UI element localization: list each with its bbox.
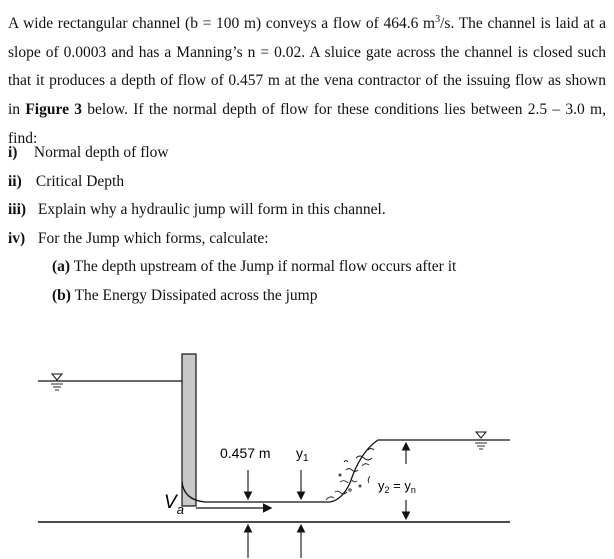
jump-turbulence (326, 449, 374, 501)
velocity-symbol: V (164, 492, 177, 513)
question-item (8, 225, 606, 254)
cubic-superscript: 3 (435, 14, 441, 25)
y2-subscript: 2 (384, 485, 390, 495)
figure-3-sluice-gate-diagram (0, 340, 614, 559)
intro-text-3: below. If the normal depth of flow for these conditions lies between 2.5 – 3.0 m, find: (8, 100, 606, 147)
intro-text-1: A wide rectangular channel (b = 100 m) conveys a flow of 464.6 m (8, 15, 436, 33)
question-text: Explain why a hydraulic jump will form in this channel. (37, 201, 386, 219)
question-number: iv) (8, 229, 26, 247)
question-number: i) (8, 144, 18, 161)
figure-reference: Figure 3 (25, 100, 82, 118)
upstream-water-level-icon (51, 374, 63, 390)
equals-yn: = y (389, 478, 411, 493)
question-item (8, 196, 606, 225)
problem-statement (8, 6, 606, 153)
subquestion-text: The depth upstream of the Jump if normal flow occurs after it (73, 258, 457, 276)
question-text: Critical Depth (35, 172, 125, 190)
y2-yn-label (378, 478, 416, 495)
y1-subscript: 1 (303, 453, 309, 464)
yn-subscript: n (410, 485, 416, 495)
y1-symbol: y (296, 445, 303, 461)
subquestion-text: The Energy Dissipated across the jump (74, 286, 318, 304)
question-text: Normal depth of flow (33, 144, 169, 161)
velocity-subscript: a (176, 502, 184, 517)
y1-label (296, 445, 309, 464)
vena-contracta-profile (182, 482, 330, 502)
question-text: For the Jump which forms, calculate: (37, 229, 269, 247)
question-number: ii) (8, 172, 22, 190)
y2-symbol: y (378, 478, 385, 493)
subquestion-item (8, 282, 606, 311)
question-number: iii) (8, 201, 27, 219)
vena-depth-label: 0.457 m (220, 445, 271, 461)
question-list (8, 139, 606, 311)
question-item (8, 139, 606, 168)
subquestion-number: (b) (52, 286, 71, 304)
velocity-label (164, 492, 184, 517)
intro-text-2: /s. The channel is laid at a slope of 0.0003 and has a Manning’s n = 0.02. A sluice gate across the channel is closed such that it produces a depth of flow of 0.457 m at the vena contractor of the issuing flow as shown in (8, 15, 606, 118)
sluice-gate (182, 354, 196, 506)
subquestion-number: (a) (52, 258, 71, 276)
question-item (8, 168, 606, 197)
subquestion-item (8, 253, 606, 282)
